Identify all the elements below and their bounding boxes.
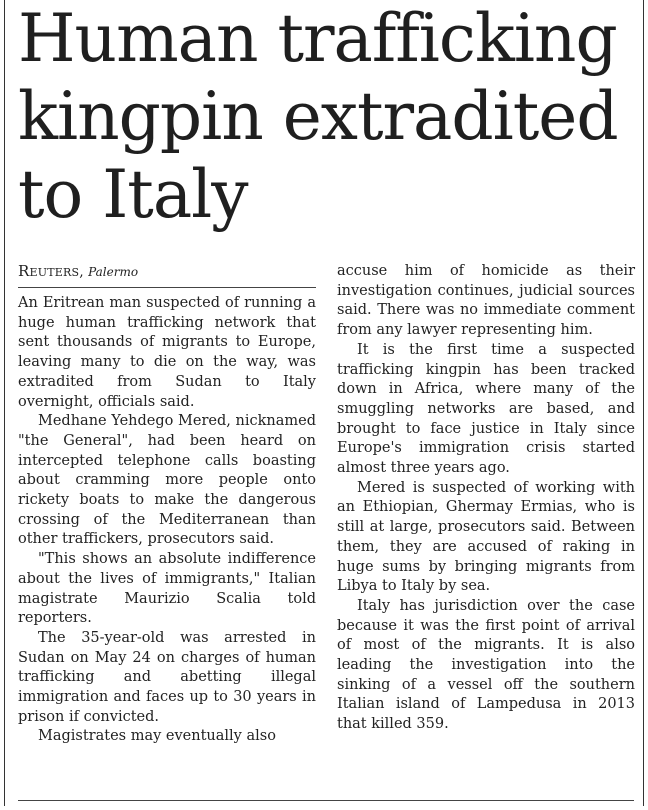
- byline-place: Palermo: [88, 265, 139, 279]
- paragraph: Magistrates may eventually also: [38, 728, 276, 745]
- paragraph: "This shows an absolute indifference about the lives of immigrants," Italian magistrate Maurizio Scalia told reporters.: [18, 551, 316, 627]
- paragraph: An Eritrean man suspected of running a huge human trafficking network that sent thousands of migrants to Europe, leaving many to die on the way, was extradited from Sudan to Italy overnight, officials said.: [18, 295, 316, 410]
- headline-line-3: to Italy: [18, 156, 248, 233]
- paragraph: Medhane Yehdego Mered, nicknamed "the General", had been heard on intercepted telephone calls boasting about cramming more people onto rickety boats to make the dangerous crossing of the Mediterranean than other traffickers, prosecutors said.: [18, 413, 316, 548]
- article-body: [18, 262, 635, 747]
- headline: [18, 0, 643, 234]
- byline-separator: ,: [79, 264, 89, 280]
- byline-agency: Reuters: [18, 262, 80, 280]
- paragraph: The 35-year-old was arrested in Sudan on May 24 on charges of human trafficking and abetting illegal immigration and faces up to 30 years in prison if convicted.: [18, 629, 316, 725]
- paragraph: It is the first time a suspected trafficking kingpin has been tracked down in Africa, where many of the smuggling networks are based, and brought to face justice in Italy since Europe's immigration crisis started almost three years ago.: [337, 341, 635, 477]
- paragraph-continued: accuse him of homicide as their investigation continues, judicial sources said. There was no immediate comment from any lawyer representing him.: [337, 263, 635, 339]
- paragraph: Italy has jurisdiction over the case because it was the first point of arrival of most of the migrants. It is also leading the investigation into the sinking of a vessel off the southern Italian island of Lampedusa in 2013 that killed 359.: [337, 597, 635, 733]
- column-left: [18, 262, 316, 747]
- headline-line-1: Human trafficking: [18, 0, 617, 77]
- column-right: [337, 262, 635, 747]
- byline: [18, 262, 316, 288]
- bottom-rule: [18, 800, 634, 801]
- paragraph: Mered is suspected of working with an Ethiopian, Ghermay Ermias, who is still at large, prosecutors said. Between them, they are accused of raking in huge sums by bringing migrants from Libya to Italy by sea.: [337, 479, 635, 595]
- headline-line-2: kingpin extradited: [18, 78, 618, 155]
